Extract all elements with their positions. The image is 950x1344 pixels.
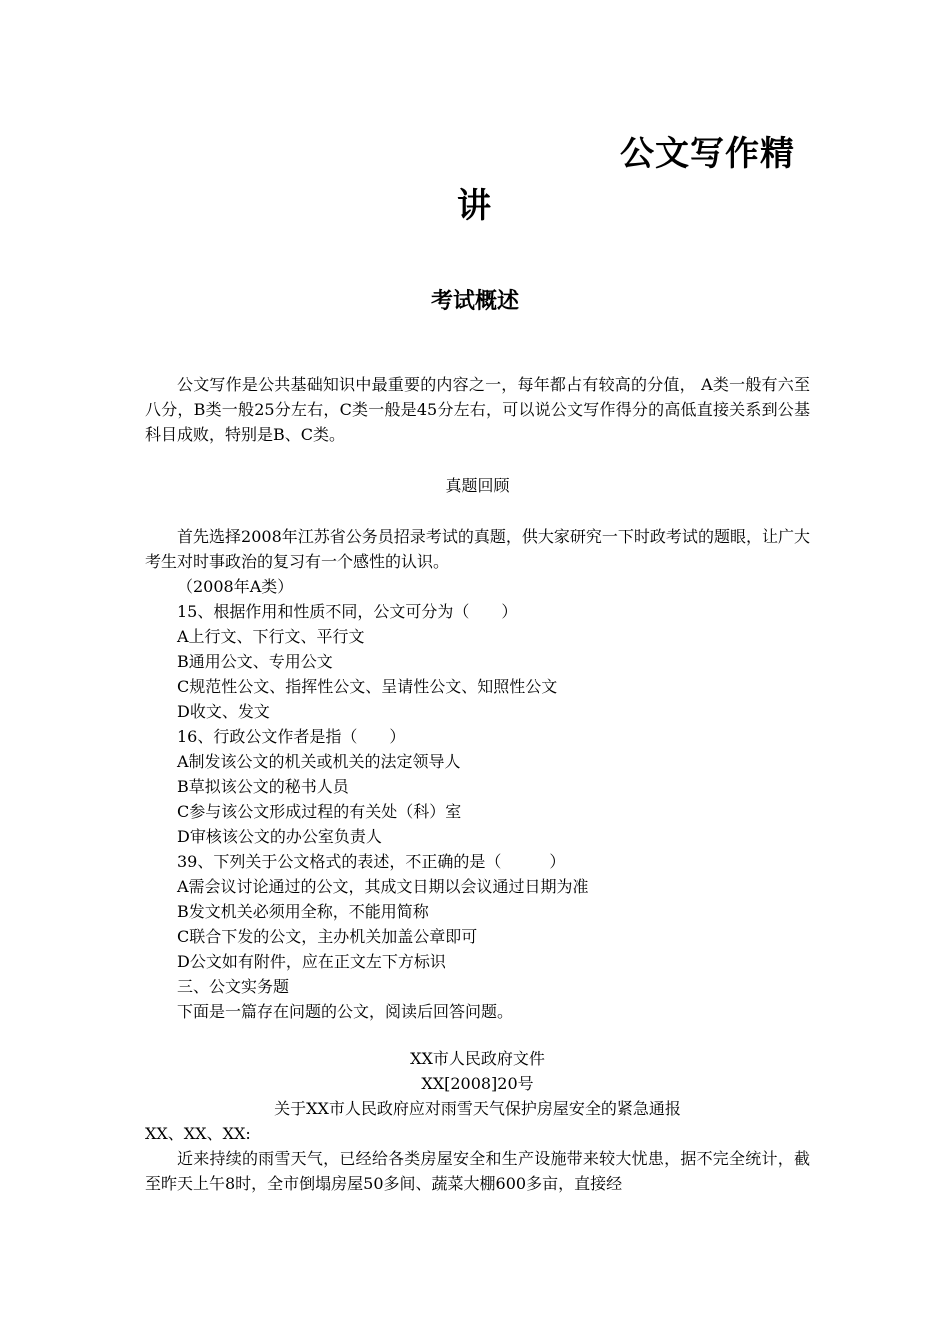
question-option: C参与该公文形成过程的有关处（科）室	[177, 802, 462, 821]
intro-paragraph: 公文写作是公共基础知识中最重要的内容之一，每年都占有较高的分值， A类一般有六至八分，B类一般25分左右，C类一般是45分左右，可以说公文写作得分的高低直接关系到公基科目成败，特别是B、C类。	[145, 375, 810, 444]
practice-heading: 三、公文实务题	[177, 977, 290, 996]
question-option: D公文如有附件，应在正文左下方标识	[177, 952, 446, 971]
question-option: A制发该公文的机关或机关的法定领导人	[177, 752, 461, 771]
document-title-part2: 讲	[457, 186, 491, 226]
document-body	[145, 372, 810, 1196]
question-option: B草拟该公文的秘书人员	[177, 777, 349, 796]
question-stem: 15、根据作用和性质不同，公文可分为（ ）	[177, 602, 518, 621]
question-option: C联合下发的公文，主办机关加盖公章即可	[177, 927, 478, 946]
sample-doc-recipients: XX、XX、XX:	[145, 1124, 251, 1143]
section-title-exam-overview: 考试概述	[430, 289, 519, 314]
question-option: D审核该公文的办公室负责人	[177, 827, 382, 846]
question-option: A上行文、下行文、平行文	[177, 627, 365, 646]
exam-label: （2008年A类）	[177, 577, 294, 596]
question-option: D收文、发文	[177, 702, 270, 721]
sample-doc-issuer: XX市人民政府文件	[410, 1049, 545, 1068]
question-stem: 39、下列关于公文格式的表述，不正确的是（ ）	[177, 852, 566, 871]
question-stem: 16、行政公文作者是指（ ）	[177, 727, 406, 746]
question-option: B通用公文、专用公文	[177, 652, 333, 671]
sample-doc-number: XX[2008]20号	[421, 1074, 534, 1093]
sample-doc-body: 近来持续的雨雪天气，已经给各类房屋安全和生产设施带来较大忧患，据不完全统计，截至昨天上午8时，全市倒塌房屋50多间、蔬菜大棚600多亩，直接经	[145, 1149, 810, 1193]
question-option: B发文机关必须用全称，不能用简称	[177, 902, 429, 921]
question-option: A需会议讨论通过的公文，其成文日期以会议通过日期为准	[177, 877, 589, 896]
section-heading-review: 真题回顾	[445, 476, 510, 495]
sample-doc-title: 关于XX市人民政府应对雨雪天气保护房屋安全的紧急通报	[274, 1099, 681, 1118]
practice-instruction: 下面是一篇存在问题的公文，阅读后回答问题。	[177, 1002, 514, 1021]
question-option: C规范性公文、指挥性公文、呈请性公文、知照性公文	[177, 677, 558, 696]
document-title-part1: 公文写作精	[620, 134, 795, 174]
review-paragraph: 首先选择2008年江苏省公务员招录考试的真题，供大家研究一下时政考试的题眼，让广大考生对时事政治的复习有一个感性的认识。	[145, 527, 810, 571]
